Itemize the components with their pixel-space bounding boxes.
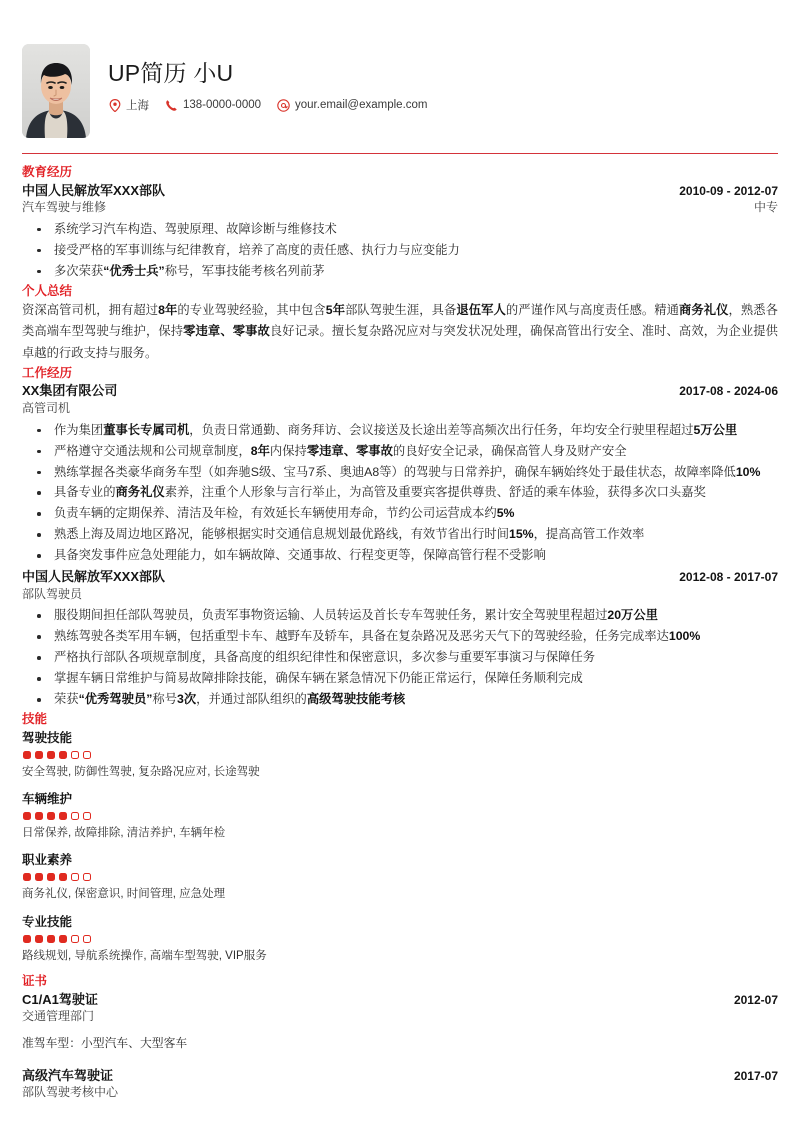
- header-divider: [22, 153, 778, 154]
- section-skills: [22, 712, 778, 965]
- section-certificates: [22, 974, 778, 1101]
- work-entry: [22, 382, 778, 566]
- skill-items: 路线规划, 导航系统操作, 高端车型驾驶, VIP服务: [22, 949, 267, 962]
- skill-name: 专业技能: [22, 914, 73, 929]
- bullet-item: 多次荣获“优秀士兵”称号，军事技能考核名列前茅: [22, 262, 778, 282]
- skill-block-list: [22, 729, 778, 966]
- work-role: 部队驾驶员: [22, 586, 83, 601]
- identity-block: [108, 44, 778, 113]
- rating-dot-filled: [35, 935, 43, 943]
- skill-block: [22, 851, 778, 903]
- skill-name: 车辆维护: [22, 791, 73, 806]
- section-education: [22, 165, 778, 282]
- education-org: 中国人民解放军XXX部队: [22, 182, 166, 198]
- skill-rating: [23, 751, 778, 759]
- rating-dot-filled: [47, 935, 55, 943]
- contact-phone-value: 138-0000-0000: [183, 99, 262, 112]
- work-bullets: [22, 421, 778, 566]
- bullet-item: 负责车辆的定期保养、清洁及年检，有效延长车辆使用寿命，节约公司运营成本约5%: [22, 504, 778, 524]
- certificate-spacer: [22, 1057, 778, 1067]
- rating-dot-filled: [59, 935, 67, 943]
- work-company: 中国人民解放军XXX部队: [22, 569, 166, 585]
- skill-block: [22, 790, 778, 842]
- certificate-date: 2012-07: [733, 992, 778, 1007]
- section-title-summary: 个人总结: [22, 283, 73, 298]
- bullet-item: 熟悉上海及周边地区路况，能够根据实时交通信息规划最优路线，有效节省出行时间15%，提高高管工作效率: [22, 525, 778, 545]
- skill-items: 商务礼仪, 保密意识, 时间管理, 应急处理: [22, 888, 226, 901]
- certificate-issuer: 部队驾驶考核中心: [22, 1085, 119, 1100]
- contact-email: [277, 99, 427, 112]
- rating-dot-empty: [83, 751, 91, 759]
- work-date: 2012-08 - 2017-07: [679, 570, 778, 585]
- bullet-item: 接受严格的军事训练与纪律教育，培养了高度的责任感、执行力与应变能力: [22, 241, 778, 261]
- portrait-photo-icon: [22, 44, 90, 138]
- contact-location-value: 上海: [126, 100, 149, 113]
- certificate-issuer: 交通管理部门: [22, 1009, 95, 1024]
- rating-dot-empty: [83, 935, 91, 943]
- summary-text: 资深高管司机，拥有超过8年的专业驾驶经验，其中包含5年部队驾驶生涯，具备退伍军人的严谨作风与高度责任感。精通商务礼仪，熟悉各类高端车型驾驶与维护，保持零违章、零事故良好记录。擅长复杂路况应对与突发状况处理，确保高管出行安全、准时、高效，为企业提供卓越的行政支持与服务。: [22, 303, 778, 360]
- rating-dot-filled: [59, 812, 67, 820]
- skill-items: 安全驾驶, 防御性驾驶, 复杂路况应对, 长途驾驶: [22, 765, 260, 778]
- certificate-entry: [22, 1067, 778, 1101]
- bullet-item: 熟练驾驶各类军用车辆，包括重型卡车、越野车及轿车，具备在复杂路况及恶劣天气下的驾驶经验，任务完成率达100%: [22, 627, 778, 647]
- skill-rating: [23, 935, 778, 943]
- contact-location: [108, 97, 149, 113]
- rating-dot-empty: [71, 751, 79, 759]
- contact-row: [108, 97, 778, 113]
- skill-rating: [23, 812, 778, 820]
- certificate-name: 高级汽车驾驶证: [22, 1067, 114, 1083]
- rating-dot-filled: [47, 873, 55, 881]
- bullet-item: 系统学习汽车构造、驾驶原理、故障诊断与维修技术: [22, 220, 778, 240]
- bullet-item: 严格执行部队各项规章制度，具备高度的组织纪律性和保密意识，多次参与重要军事演习与保障任务: [22, 648, 778, 668]
- rating-dot-filled: [23, 812, 31, 820]
- rating-dot-filled: [59, 751, 67, 759]
- rating-dot-filled: [23, 873, 31, 881]
- education-major: 汽车驾驶与维修: [22, 200, 107, 215]
- contact-email-value: your.email@example.com: [295, 99, 428, 112]
- certificate-name: C1/A1驾驶证: [22, 991, 98, 1007]
- bullet-item: 熟练掌握各类豪华商务车型（如奔驰S级、宝马7系、奥迪A8等）的驾驶与日常养护，确保车辆始终处于最佳状态，故障率降低10%: [22, 463, 778, 483]
- bullet-item: 具备专业的商务礼仪素养，注重个人形象与言行举止，为高管及重要宾客提供尊贵、舒适的乘车体验，获得多次口头嘉奖: [22, 483, 778, 503]
- bullet-item: 严格遵守交通法规和公司规章制度，8年内保持零违章、零事故的良好安全记录，确保高管人身及财产安全: [22, 442, 778, 462]
- bullet-item: 荣获“优秀驾驶员”称号3次，并通过部队组织的高级驾驶技能考核: [22, 690, 778, 710]
- section-title-work: 工作经历: [22, 365, 73, 380]
- rating-dot-filled: [35, 873, 43, 881]
- work-entry: [22, 568, 778, 710]
- avatar: [22, 44, 90, 138]
- education-entry: [22, 182, 778, 282]
- rating-dot-empty: [83, 873, 91, 881]
- email-at-icon: [277, 99, 290, 112]
- section-work: [22, 366, 778, 710]
- page-title: UP简历 小U: [108, 60, 234, 86]
- rating-dot-filled: [35, 812, 43, 820]
- rating-dot-filled: [59, 873, 67, 881]
- certificate-date: 2017-07: [733, 1068, 778, 1083]
- phone-icon: [165, 99, 178, 112]
- skill-rating: [23, 873, 778, 881]
- education-degree: 中专: [753, 200, 778, 215]
- certificate-entry: [22, 991, 778, 1053]
- education-bullets: [22, 220, 778, 282]
- resume-header: [22, 44, 778, 150]
- skill-name: 驾驶技能: [22, 730, 73, 745]
- work-date: 2017-08 - 2024-06: [679, 384, 778, 399]
- skill-items: 日常保养, 故障排除, 清洁养护, 车辆年检: [22, 827, 226, 840]
- bullet-item: 具备突发事件应急处理能力，如车辆故障、交通事故、行程变更等，保障高管行程不受影响: [22, 546, 778, 566]
- skill-block: [22, 729, 778, 781]
- work-bullets: [22, 606, 778, 710]
- section-summary: [22, 284, 778, 364]
- skill-name: 职业素养: [22, 853, 73, 868]
- rating-dot-filled: [23, 751, 31, 759]
- work-role: 高管司机: [22, 400, 71, 415]
- certificate-list: [22, 991, 778, 1102]
- work-company: XX集团有限公司: [22, 383, 118, 399]
- rating-dot-empty: [71, 812, 79, 820]
- section-title-skills: 技能: [22, 711, 48, 726]
- rating-dot-filled: [23, 935, 31, 943]
- bullet-item: 作为集团董事长专属司机，负责日常通勤、商务拜访、会议接送及长途出差等高频次出行任务，年均安全行驶里程超过5万公里: [22, 421, 778, 441]
- rating-dot-filled: [35, 751, 43, 759]
- section-title-education: 教育经历: [22, 165, 73, 179]
- work-entry-list: [22, 382, 778, 710]
- rating-dot-empty: [71, 935, 79, 943]
- certificate-description: 准驾车型：小型汽车、大型客车: [22, 1036, 188, 1051]
- rating-dot-empty: [83, 812, 91, 820]
- bullet-item: 掌握车辆日常维护与简易故障排除技能，确保车辆在紧急情况下仍能正常运行，保障任务顺利完成: [22, 669, 778, 689]
- location-pin-icon: [108, 99, 121, 112]
- education-date: 2010-09 - 2012-07: [679, 183, 778, 198]
- bullet-item: 服役期间担任部队驾驶员，负责军事物资运输、人员转运及首长专车驾驶任务，累计安全驾驶里程超过20万公里: [22, 606, 778, 626]
- skill-block: [22, 913, 778, 965]
- rating-dot-empty: [71, 873, 79, 881]
- section-title-certificates: 证书: [22, 974, 48, 989]
- contact-phone: [165, 99, 261, 112]
- rating-dot-filled: [47, 812, 55, 820]
- rating-dot-filled: [47, 751, 55, 759]
